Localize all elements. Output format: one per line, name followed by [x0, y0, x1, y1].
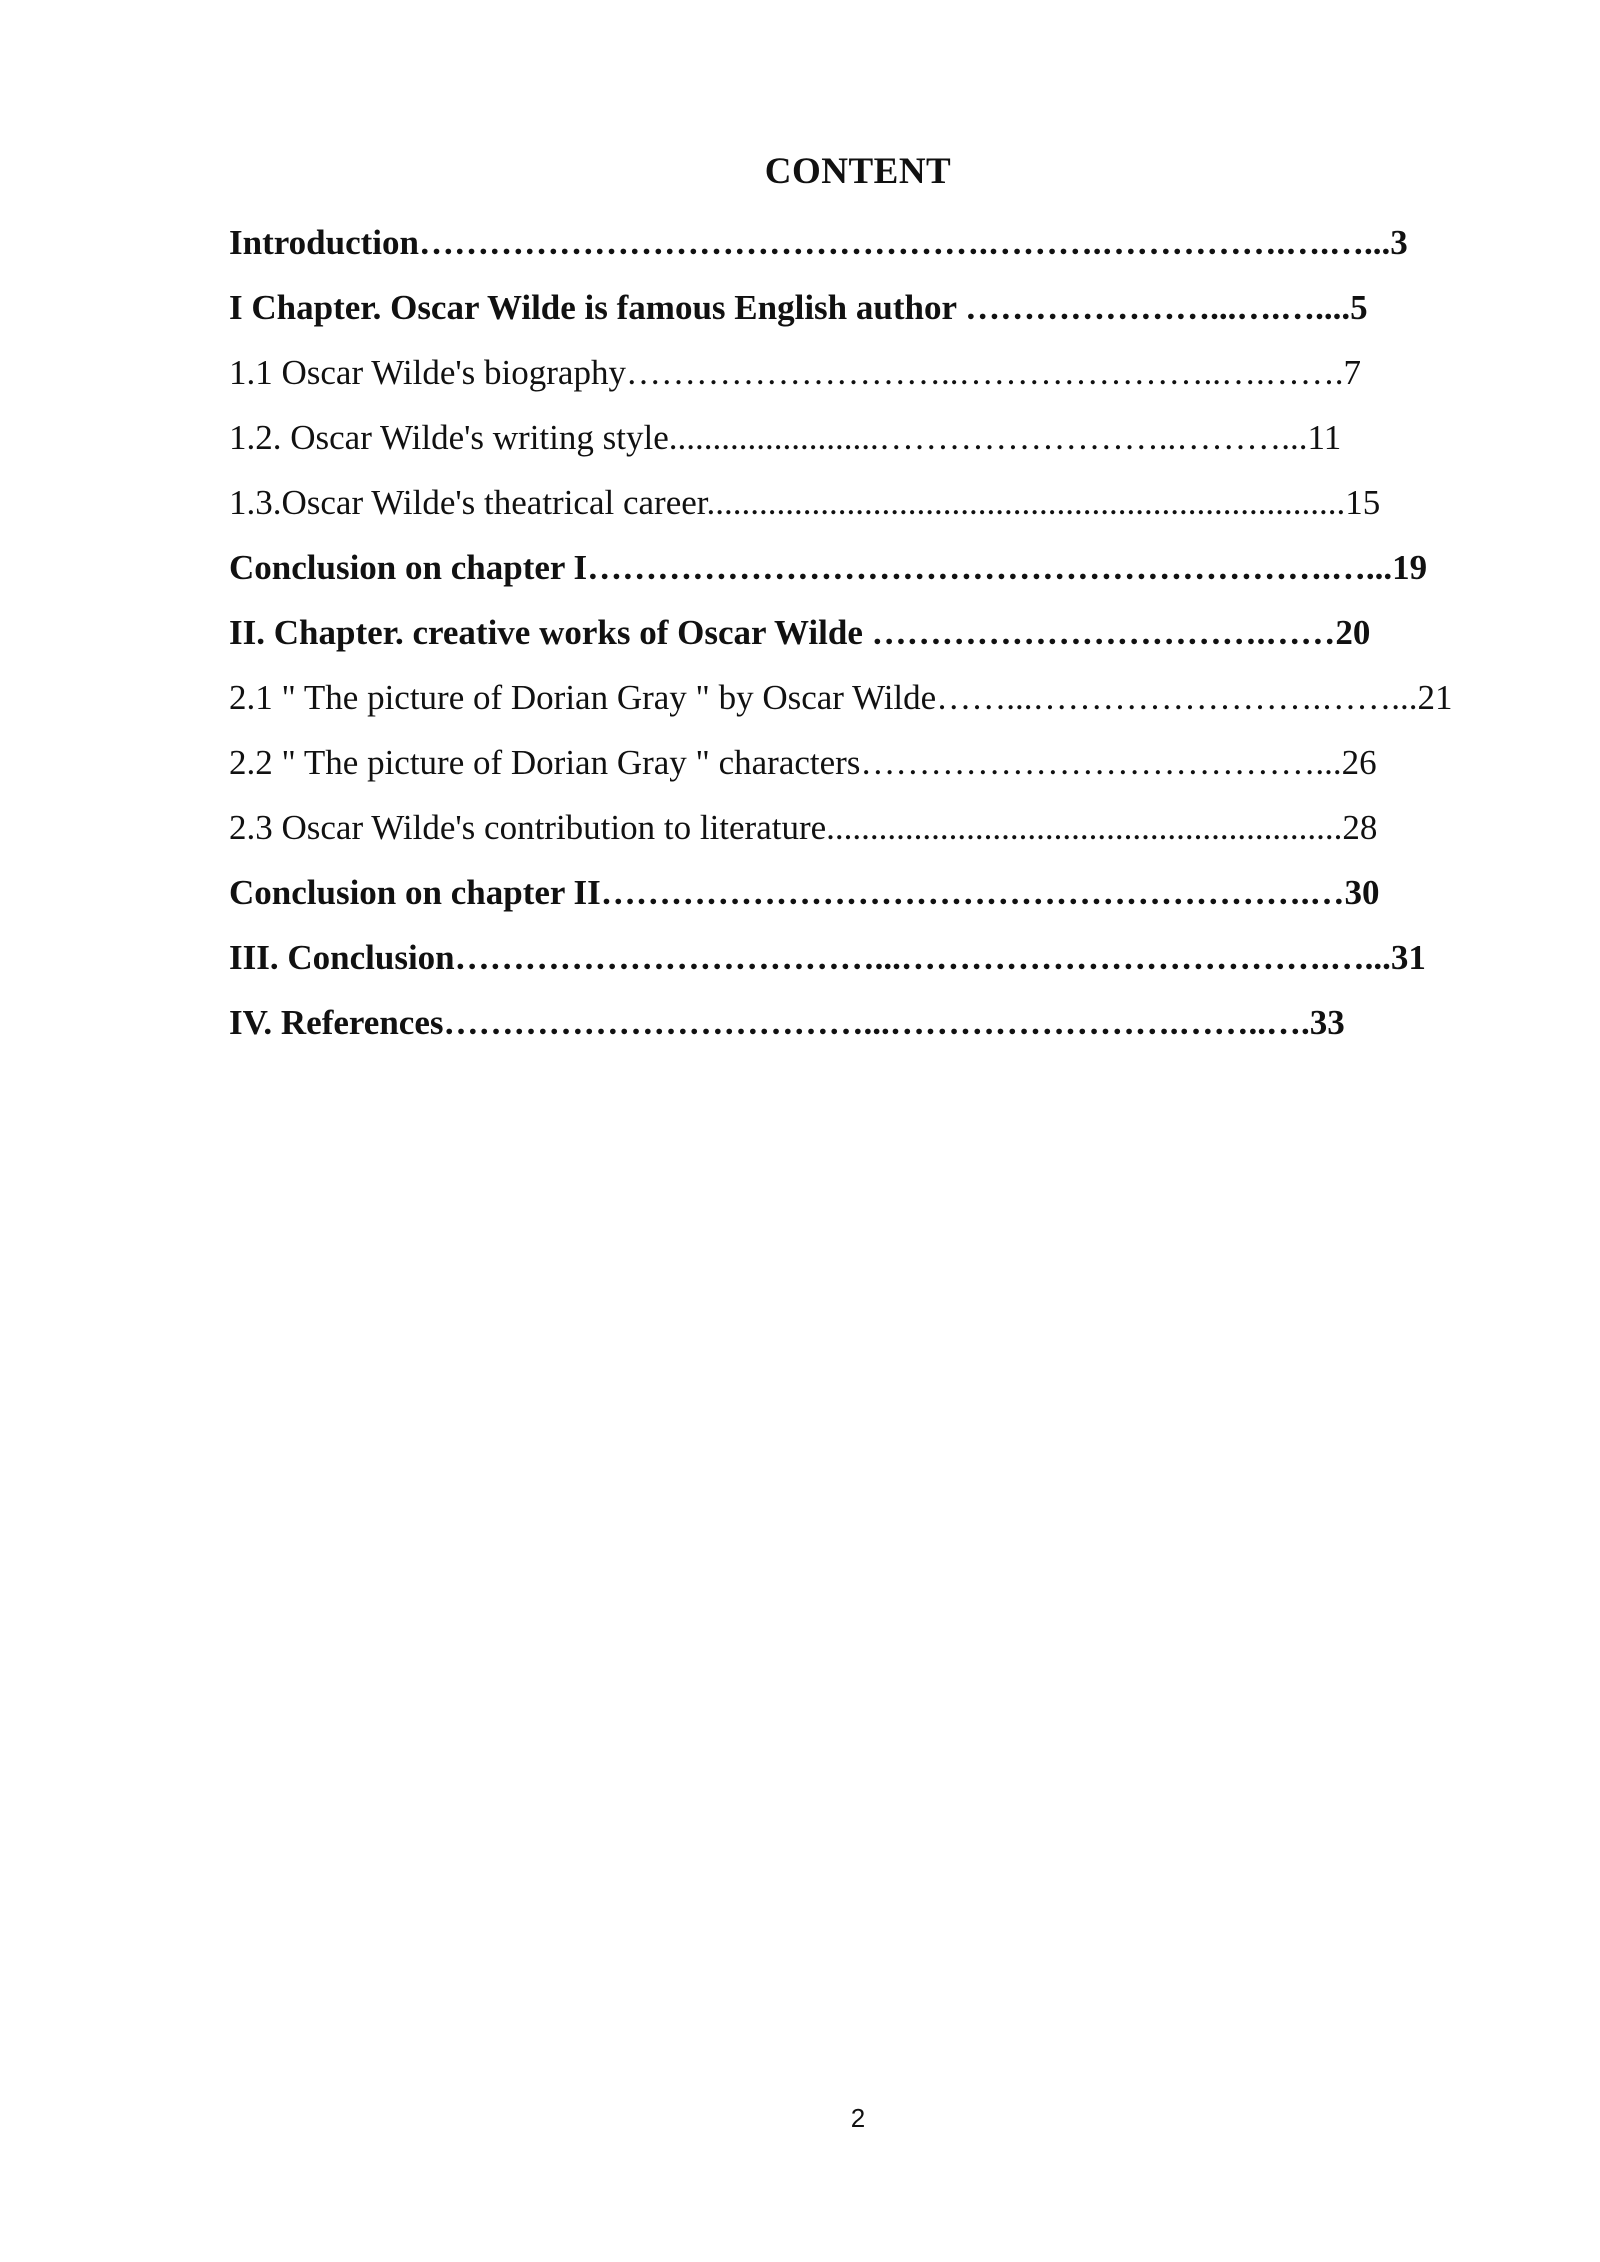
toc-entry-introduction: Introduction………………………………………….……….…………….….…...3	[229, 223, 1408, 262]
toc-entry-conclusion: III. Conclusion………………………………...……………………………….…...31	[229, 938, 1426, 977]
toc-entry-chapter-2: II. Chapter. creative works of Oscar Wilde …………………………….……20	[229, 613, 1371, 652]
toc-entry-references: IV. References………………………………...…………………….……..….33	[229, 1003, 1345, 1042]
toc-entry-2-1: 2.1 " The picture of Dorian Gray " by Oscar Wilde……...…………………….……...21	[229, 678, 1453, 717]
toc-entry-1-3: 1.3.Oscar Wilde's theatrical career.........................................................................15	[229, 483, 1381, 522]
toc-entry-2-2: 2.2 " The picture of Dorian Gray " characters…………………………………...26	[229, 743, 1377, 782]
toc-entry-chapter-1: I Chapter. Oscar Wilde is famous English author …………………...….…....5	[229, 288, 1368, 327]
toc-entry-2-3: 2.3 Oscar Wilde's contribution to literature...........................................................28	[229, 808, 1378, 847]
toc-entry-conclusion-chapter-1: Conclusion on chapter I……………………………………………………….…...19	[229, 548, 1428, 587]
toc-entry-conclusion-chapter-2: Conclusion on chapter II…………………………………………………….…30	[229, 873, 1380, 912]
toc-entry-1-1: 1.1 Oscar Wilde's biography………………………..…………………..….…….7	[229, 353, 1361, 392]
toc-title: CONTENT	[764, 151, 952, 192]
table-of-contents	[229, 210, 1499, 1055]
toc-entry-1-2: 1.2. Oscar Wilde's writing style........................……………………..………...11	[229, 418, 1342, 457]
page-number: 2	[850, 2103, 866, 2133]
